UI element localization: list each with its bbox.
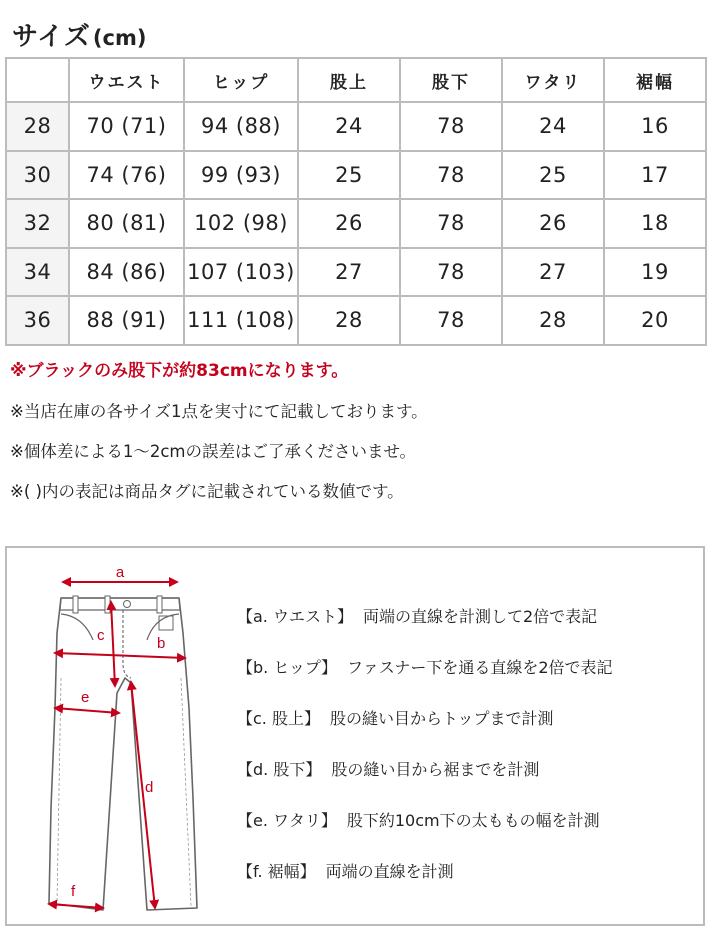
table-row (6, 151, 706, 200)
jeans-button (124, 601, 131, 608)
label-b: b (157, 635, 166, 652)
note-item: ※当店在庫の各サイズ1点を実寸にて記載しております。 (10, 402, 428, 421)
legend-label: 【a. ウエスト】 (237, 607, 353, 626)
cell-waist: 84 (86) (69, 248, 184, 297)
cell-rise: 26 (298, 199, 400, 248)
label-f: f (71, 883, 76, 900)
row-size: 34 (6, 248, 69, 297)
legend-item (237, 808, 697, 859)
page-title (12, 16, 146, 52)
jeans-outline (49, 598, 197, 910)
header-waist: ウエスト (69, 58, 184, 102)
cell-rise: 27 (298, 248, 400, 297)
legend-label: 【d. 股下】 (237, 760, 322, 779)
measurement-diagram (5, 546, 705, 926)
table-row (6, 296, 706, 345)
cell-hip: 94 (88) (184, 102, 298, 151)
cell-inseam: 78 (400, 199, 502, 248)
legend-label: 【e. ワタリ】 (237, 811, 337, 830)
cell-hip: 99 (93) (184, 151, 298, 200)
cell-waist: 88 (91) (69, 296, 184, 345)
label-c: c (97, 627, 105, 644)
title-main: サイズ (12, 22, 91, 52)
header-corner (6, 58, 69, 102)
cell-waist: 70 (71) (69, 102, 184, 151)
size-table (5, 57, 707, 346)
row-size: 36 (6, 296, 69, 345)
legend-desc: 両端の直線を計測 (325, 862, 454, 881)
legend-label: 【b. ヒップ】 (237, 658, 338, 677)
label-a: a (115, 564, 125, 581)
belt-loop (105, 596, 110, 613)
cell-hip: 111 (108) (184, 296, 298, 345)
table-row (6, 248, 706, 297)
header-inseam: 股下 (400, 58, 502, 102)
cell-thigh: 27 (502, 248, 604, 297)
legend-item (237, 655, 697, 706)
legend-desc: 両端の直線を計測して2倍で表記 (362, 607, 598, 626)
row-size: 30 (6, 151, 69, 200)
cell-inseam: 78 (400, 151, 502, 200)
legend-desc: 股の縫い目から裾までを計測 (331, 760, 540, 779)
row-size: 32 (6, 199, 69, 248)
cell-thigh: 24 (502, 102, 604, 151)
legend-item (237, 604, 697, 655)
legend-item (237, 706, 697, 757)
cell-waist: 80 (81) (69, 199, 184, 248)
label-e: e (81, 689, 90, 706)
cell-inseam: 78 (400, 102, 502, 151)
legend-item (237, 859, 697, 910)
legend-label: 【c. 股上】 (237, 709, 320, 728)
table-row (6, 102, 706, 151)
header-hem: 裾幅 (604, 58, 706, 102)
table-header-row (6, 58, 706, 102)
cell-hem: 18 (604, 199, 706, 248)
notes (10, 360, 700, 520)
cell-thigh: 28 (502, 296, 604, 345)
header-thigh: ワタリ (502, 58, 604, 102)
table-row (6, 199, 706, 248)
cell-hem: 17 (604, 151, 706, 200)
belt-loop (157, 596, 162, 613)
cell-rise: 25 (298, 151, 400, 200)
title-unit: (cm) (92, 26, 147, 50)
note-item: ※( )内の表記は商品タグに記載されている数値です。 (10, 482, 404, 501)
belt-loop (73, 596, 78, 613)
row-size: 28 (6, 102, 69, 151)
header-hip: ヒップ (184, 58, 298, 102)
legend-desc: ファスナー下を通る直線を2倍で表記 (347, 658, 613, 677)
legend-desc: 股の縫い目からトップまで計測 (329, 709, 554, 728)
header-rise: 股上 (298, 58, 400, 102)
cell-hem: 20 (604, 296, 706, 345)
note-black-inseam: ※ブラックのみ股下が約83cmになります。 (10, 361, 349, 381)
cell-hip: 107 (103) (184, 248, 298, 297)
cell-inseam: 78 (400, 296, 502, 345)
jeans-illustration (43, 558, 223, 923)
cell-hem: 19 (604, 248, 706, 297)
legend-desc: 股下約10cm下の太ももの幅を計測 (346, 811, 600, 830)
legend-item (237, 757, 697, 808)
cell-hip: 102 (98) (184, 199, 298, 248)
note-item: ※個体差による1〜2cmの誤差はご了承くださいませ。 (10, 442, 416, 461)
cell-rise: 24 (298, 102, 400, 151)
cell-thigh: 25 (502, 151, 604, 200)
cell-hem: 16 (604, 102, 706, 151)
cell-rise: 28 (298, 296, 400, 345)
label-d: d (145, 779, 154, 796)
legend-label: 【f. 裾幅】 (237, 862, 316, 881)
measurement-legend (237, 604, 697, 910)
cell-inseam: 78 (400, 248, 502, 297)
cell-thigh: 26 (502, 199, 604, 248)
cell-waist: 74 (76) (69, 151, 184, 200)
